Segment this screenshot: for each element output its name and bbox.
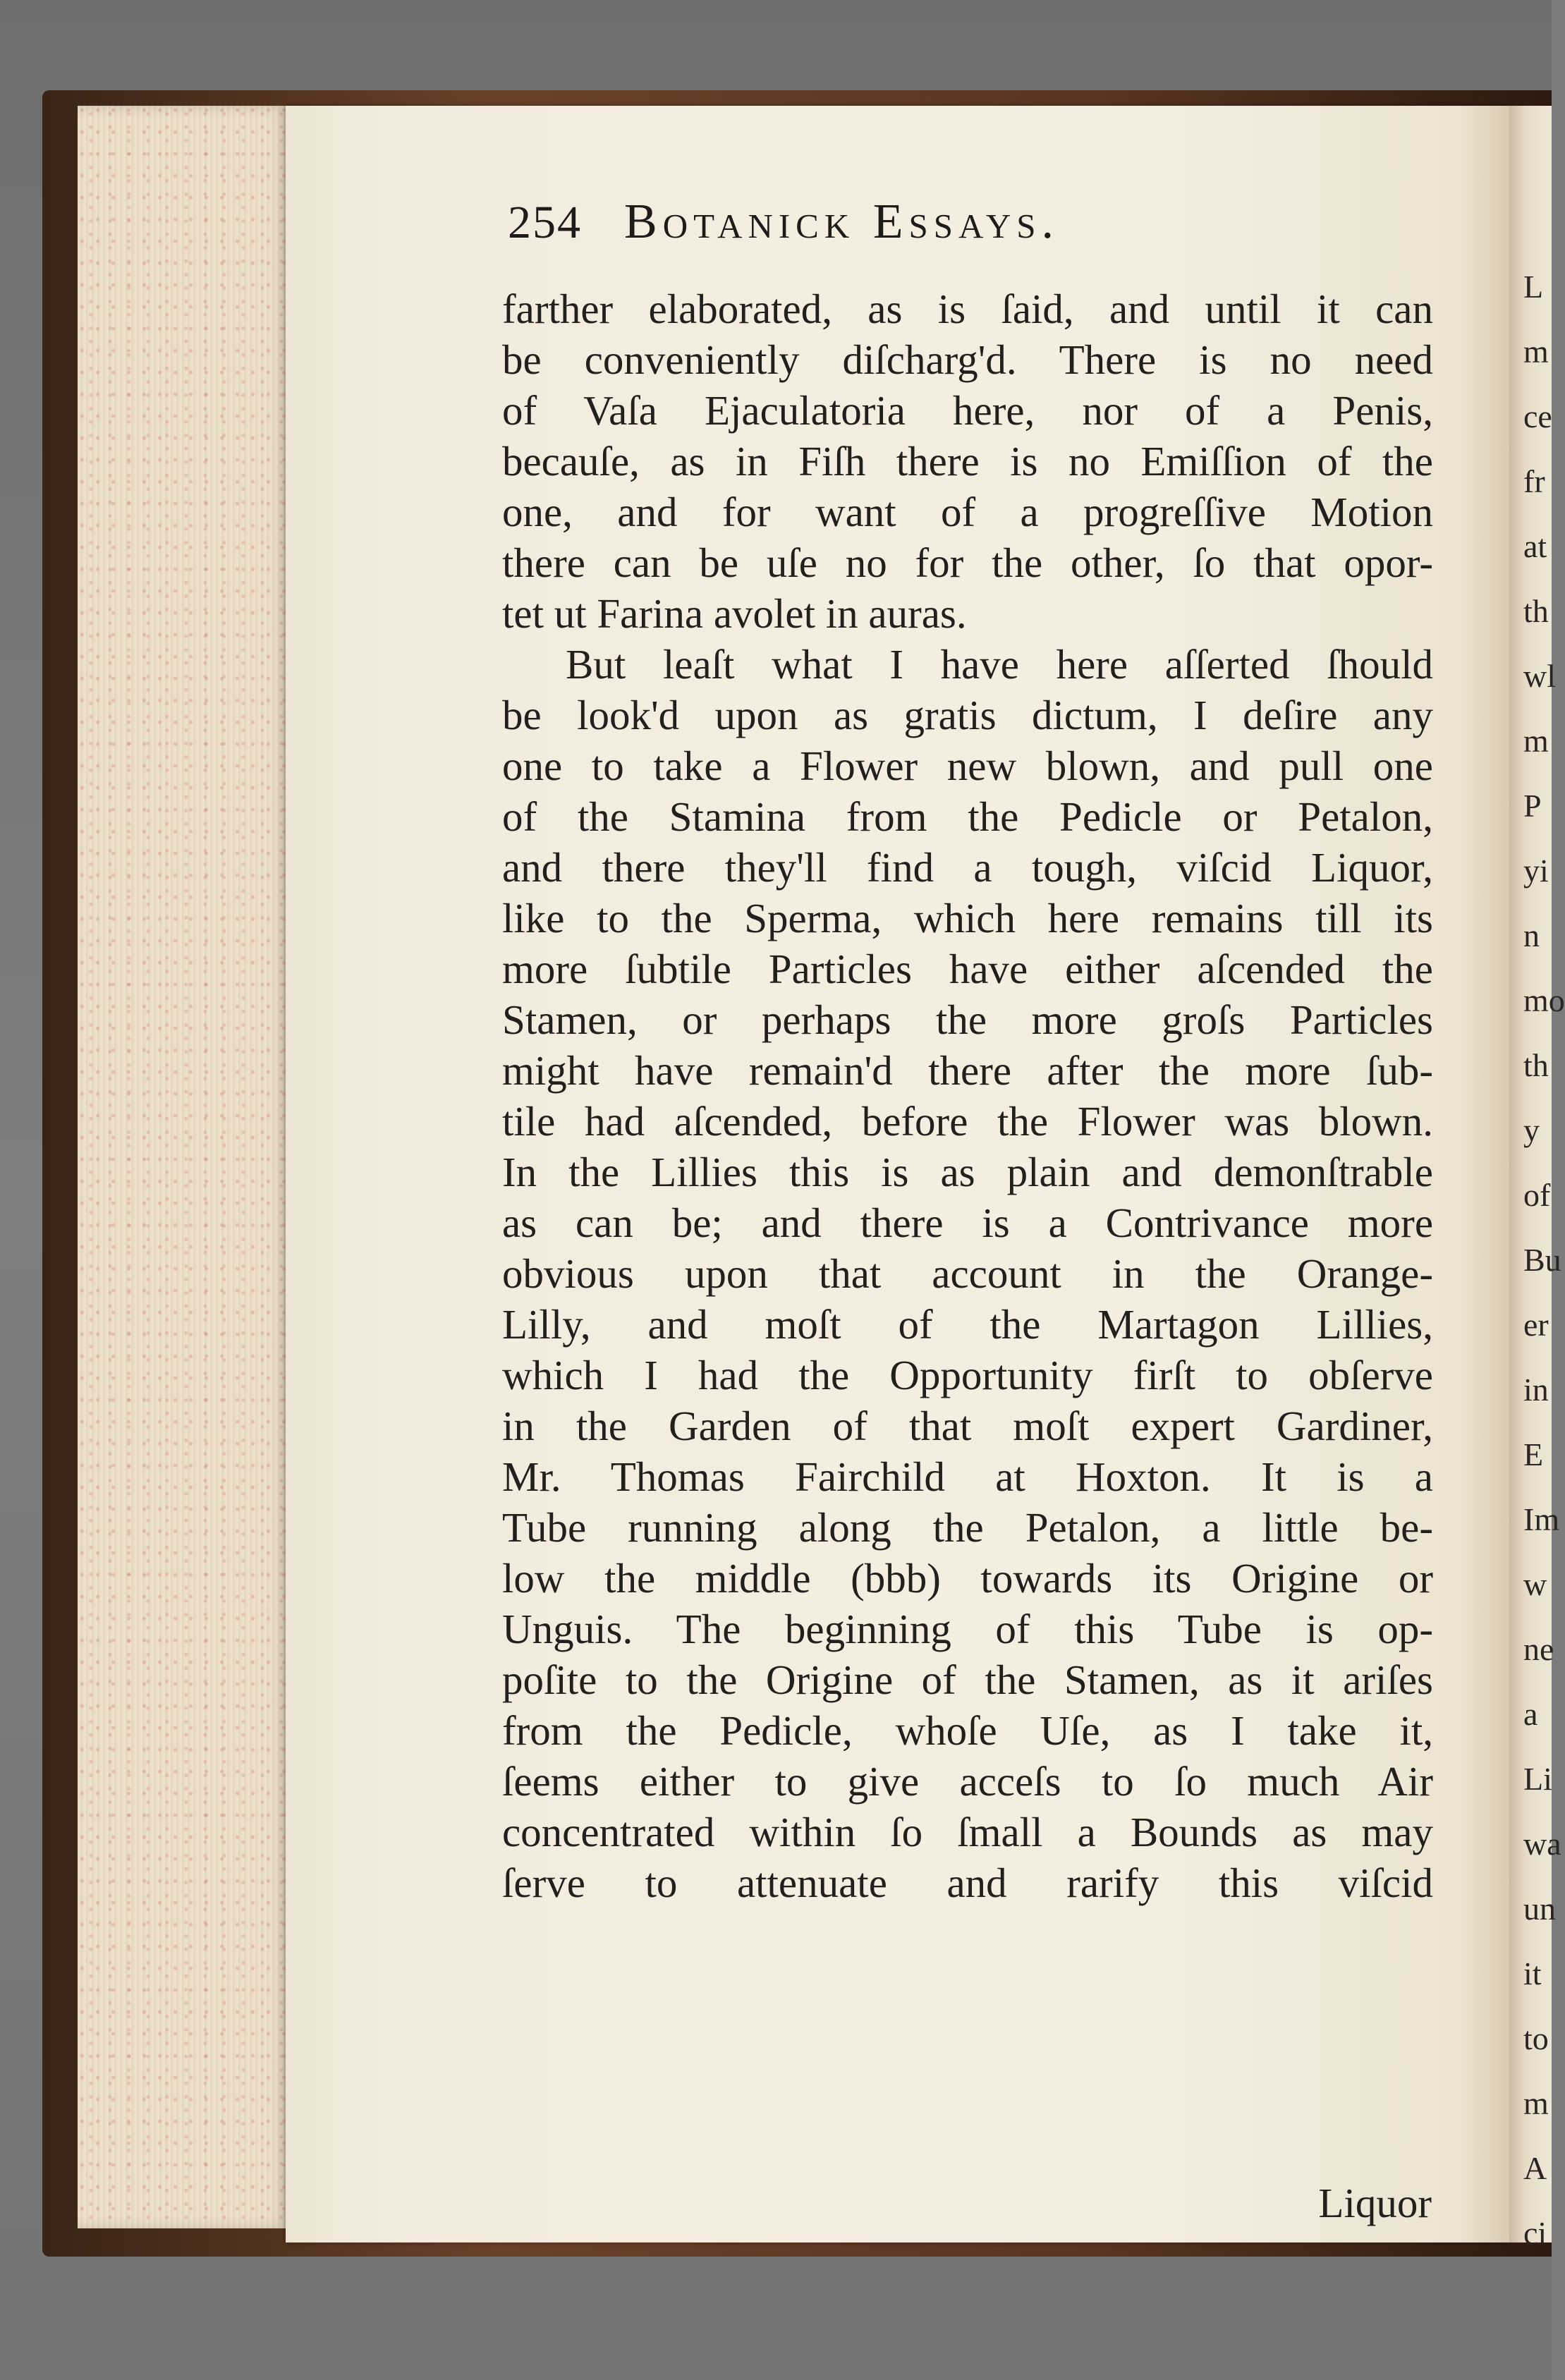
body-text [502, 283, 1433, 1908]
text-line: there can be uſe no for the other, ſo that opor- [502, 539, 1433, 586]
next-page-fragment: ce [1523, 398, 1552, 434]
text-line: from the Pedicle, whoſe Uſe, as I take it, [502, 1707, 1433, 1754]
next-page-fragment: at [1523, 528, 1547, 564]
text-line: be look'd upon as gratis dictum, I deſire any [502, 692, 1433, 738]
text-line: ſeems either to give acceſs to ſo much Air [502, 1758, 1433, 1805]
next-page-fragment: a [1523, 1696, 1538, 1732]
text-line: might have remain'd there after the more ſub- [502, 1047, 1433, 1094]
text-line: which I had the Opportunity firſt to obſerve [502, 1352, 1433, 1398]
text-line: like to the Sperma, which here remains till its [502, 895, 1433, 941]
text-line: more ſubtile Particles have either aſcended the [502, 946, 1433, 992]
next-page-fragment: to [1523, 2020, 1549, 2056]
next-page-fragment: ne [1523, 1631, 1554, 1667]
page-number: 254 [508, 197, 582, 248]
text-line: one to take a Flower new blown, and pull one [502, 743, 1433, 789]
next-page-fragment: L [1523, 269, 1544, 305]
next-page-fragment: fr [1523, 463, 1545, 499]
text-line: low the middle (bbb) towards its Origine or [502, 1555, 1433, 1601]
next-page-fragment: n [1523, 917, 1540, 953]
next-page-fragment: th [1523, 1047, 1549, 1083]
text-line: Stamen, or perhaps the more groſs Particles [502, 996, 1433, 1043]
next-page-fragment: m [1523, 723, 1549, 759]
text-line: Mr. Thomas Fairchild at Hoxton. It is a [502, 1453, 1433, 1500]
next-page-fragment: mo [1523, 982, 1565, 1018]
next-page-fragment: it [1523, 1955, 1542, 1991]
text-line: Unguis. The beginning of this Tube is op- [502, 1606, 1433, 1652]
next-page-fragment: un [1523, 1891, 1556, 1927]
text-line: be conveniently diſcharg'd. There is no need [502, 336, 1433, 383]
text-line: Lilly, and moſt of the Martagon Lillies, [502, 1301, 1433, 1348]
next-page-fragment: P [1523, 788, 1542, 824]
next-page-fragment: wa [1523, 1826, 1561, 1862]
next-page-fragment: Bu [1523, 1242, 1561, 1278]
text-line: tile had aſcended, before the Flower was blown. [502, 1098, 1433, 1145]
text-line: concentrated within ſo ſmall a Bounds as may [502, 1809, 1433, 1855]
next-page-fragment: Li [1523, 1761, 1552, 1797]
text-line: farther elaborated, as is ſaid, and until it can [502, 286, 1433, 332]
next-page-fragment: E [1523, 1436, 1544, 1472]
running-head [508, 194, 1418, 271]
text-line: in the Garden of that moſt expert Gardiner, [502, 1403, 1433, 1449]
next-page-fragment: yi [1523, 853, 1549, 889]
running-title: Botanick Essays. [624, 195, 1060, 249]
next-page-sliver [1509, 106, 1565, 2251]
next-page-fragment: A [1523, 2150, 1547, 2186]
next-page-fragment: er [1523, 1307, 1549, 1343]
next-page-fragment: w [1523, 1566, 1547, 1602]
next-page-fragment: m [1523, 2085, 1549, 2121]
next-page-fragment: of [1523, 1177, 1551, 1213]
edge-speckle [78, 106, 289, 2228]
next-page-fragment: wl [1523, 658, 1556, 694]
next-page-fragment: Im [1523, 1501, 1560, 1537]
text-line: ſerve to attenuate and rarify this viſcid [502, 1860, 1433, 1906]
next-page-fragment: y [1523, 1112, 1540, 1148]
page-edges [78, 106, 289, 2228]
text-line: But leaſt what I have here aſſerted ſhould [566, 641, 1433, 688]
text-line: one, and for want of a progreſſive Motion [502, 489, 1433, 535]
text-line: as can be; and there is a Contrivance more [502, 1200, 1433, 1246]
catchword: Liquor [1318, 2180, 1432, 2226]
text-line: of Vaſa Ejaculatoria here, nor of a Penis, [502, 387, 1433, 434]
next-page-fragment: m [1523, 334, 1549, 370]
text-line: obvious upon that account in the Orange- [502, 1250, 1433, 1297]
text-line: In the Lillies this is as plain and demonſtrable [502, 1149, 1433, 1195]
text-line: of the Stamina from the Pedicle or Petalon, [502, 793, 1433, 840]
text-line: Tube running along the Petalon, a little be- [502, 1504, 1433, 1551]
text-line: and there they'll find a tough, viſcid Liquor, [502, 844, 1433, 891]
text-line: becauſe, as in Fiſh there is no Emiſſion of the [502, 438, 1433, 484]
text-line: tet ut Farina avolet in auras. [502, 590, 967, 637]
next-page-fragment: th [1523, 593, 1549, 629]
next-page-fragment: in [1523, 1372, 1549, 1408]
next-page-fragment: ci [1523, 2215, 1547, 2251]
text-line: poſite to the Origine of the Stamen, as it ariſes [502, 1656, 1433, 1703]
